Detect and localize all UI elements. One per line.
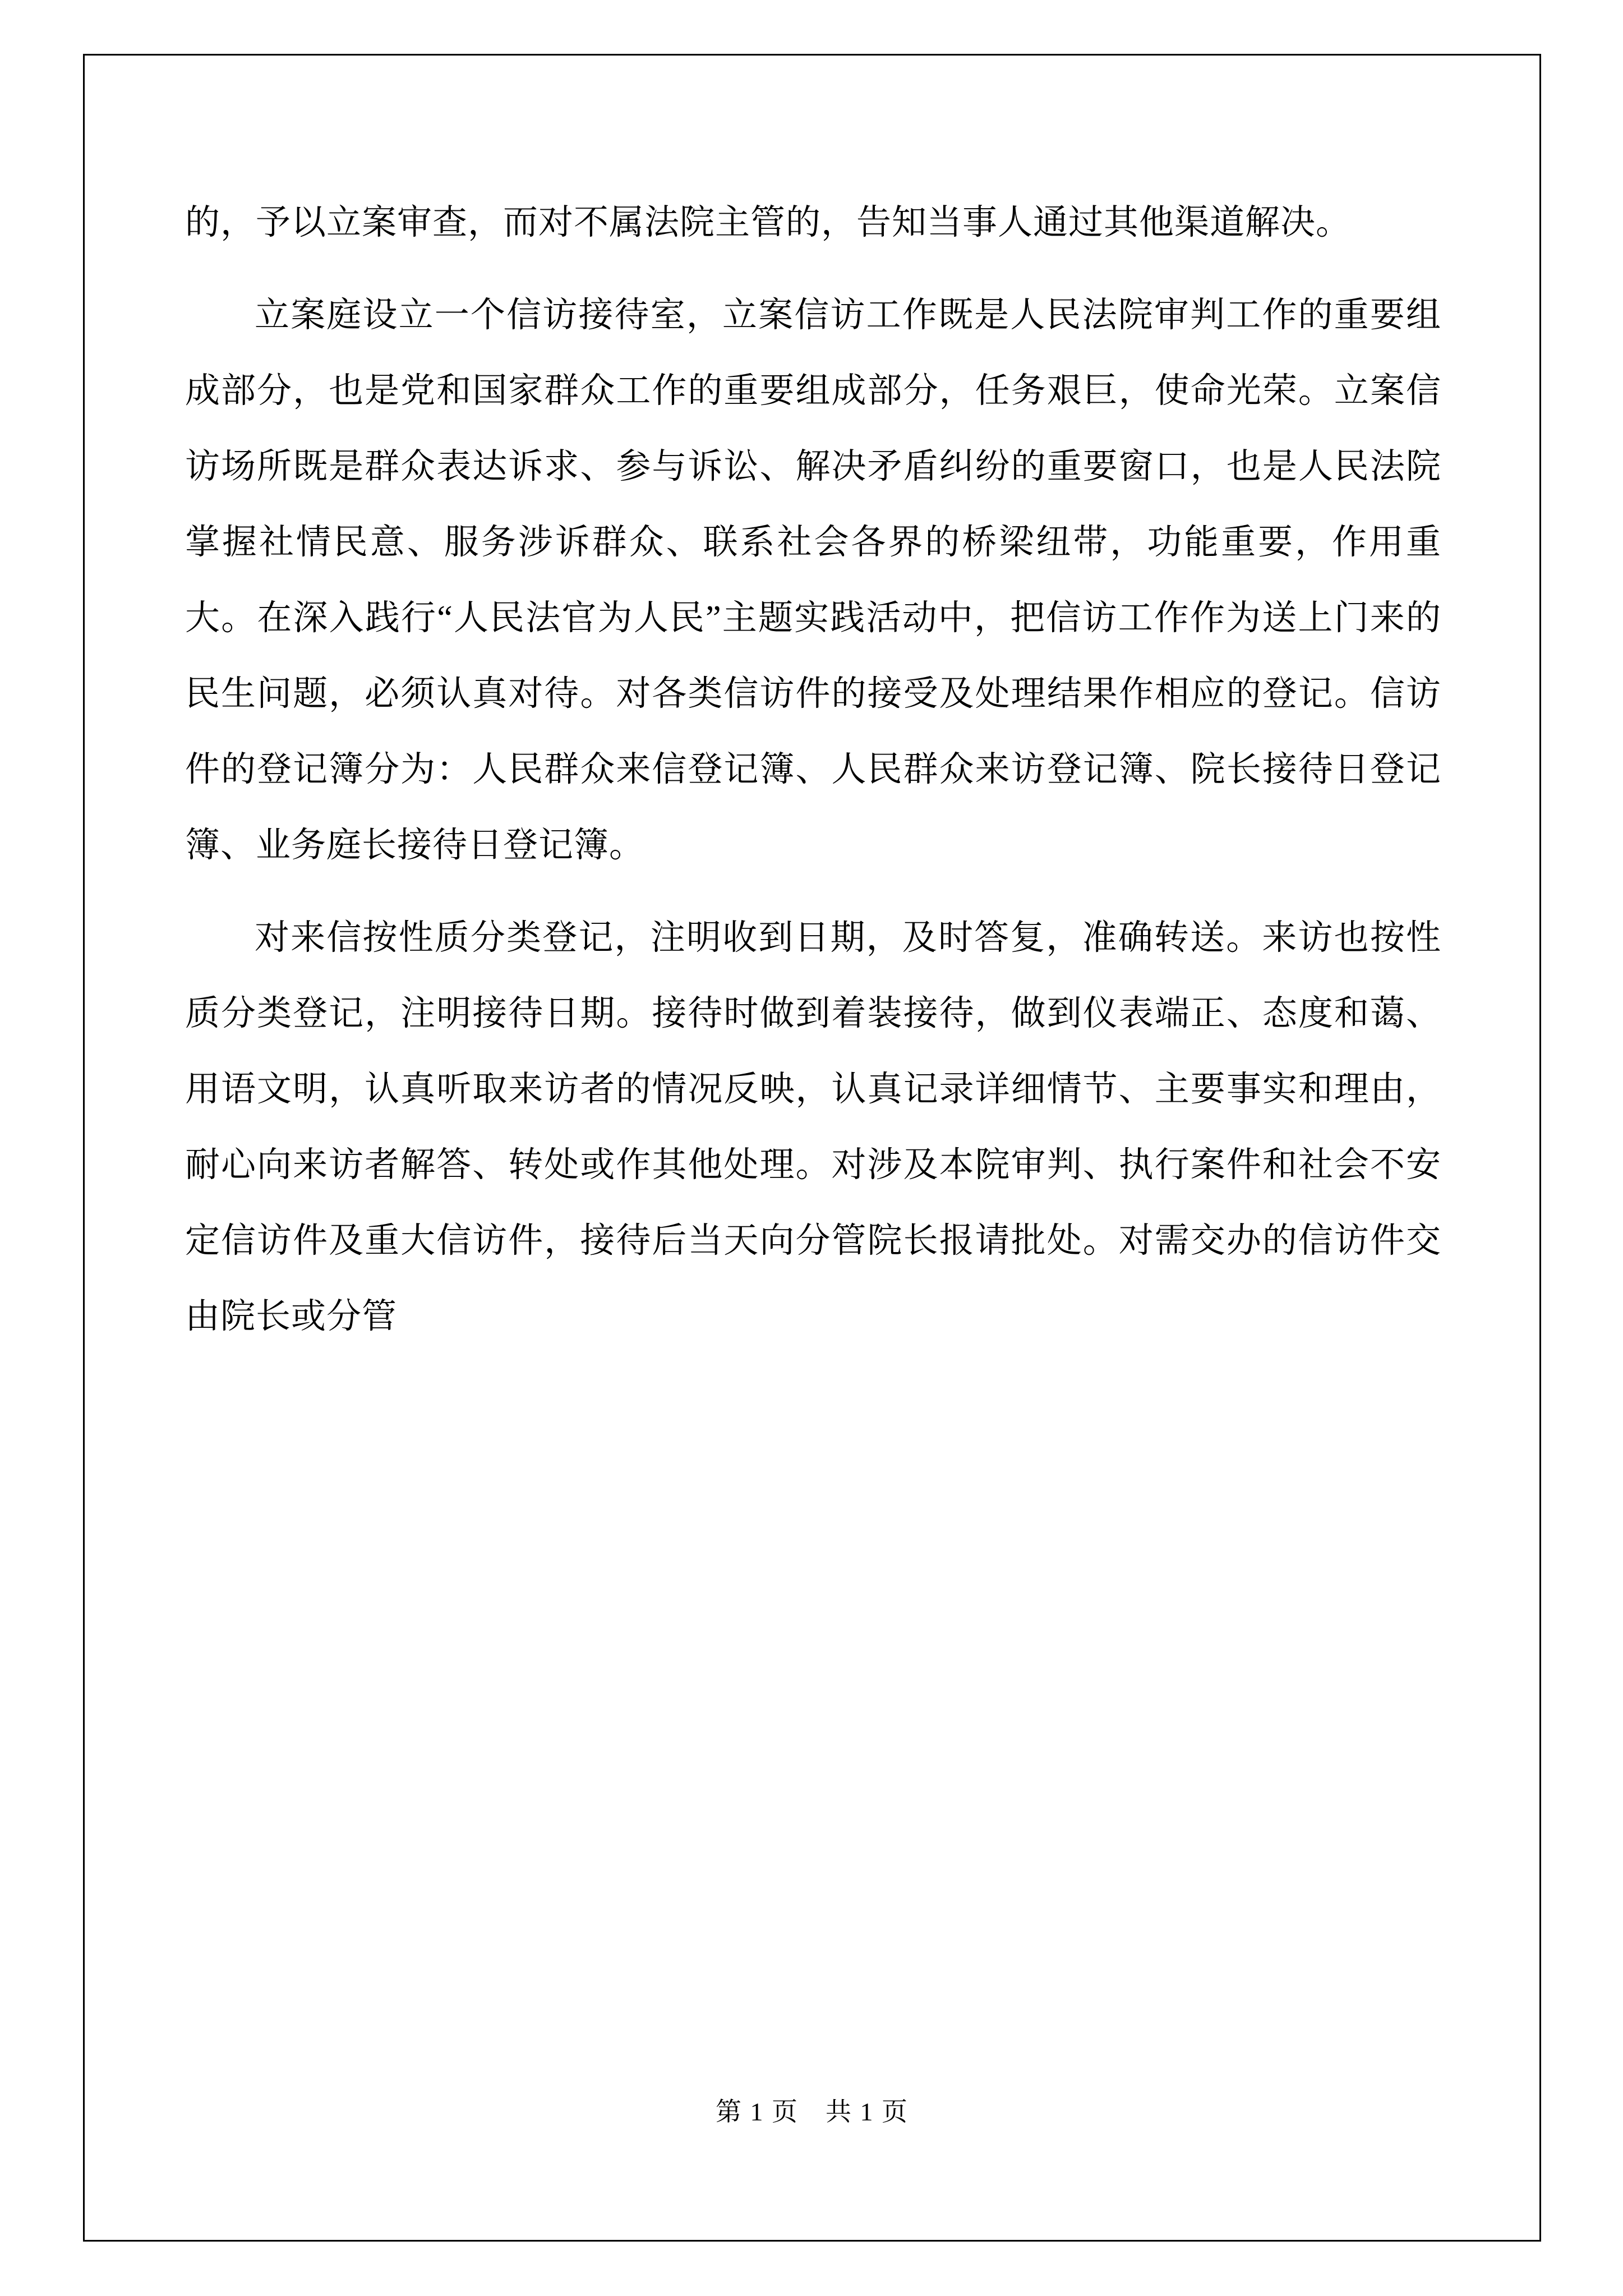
document-body: [185, 185, 1441, 1372]
page-footer: 第 1 页 共 1 页: [716, 2097, 909, 2126]
paragraph: 对来信按性质分类登记，注明收到日期，及时答复，准确转送。来访也按性质分类登记，注明接待日期。接待时做到着装接待，做到仪表端正、态度和蔼、用语文明，认真听取来访者的情况反映，认真记录详细情节、主要事实和理由，耐心向来访者解答、转处或作其他处理。对涉及本院审判、执行案件和社会不安定信访件及重大信访件，接待后当天向分管院长报请批处。对需交办的信访件交由院长或分管: [185, 919, 1441, 1336]
paragraph: 立案庭设立一个信访接待室，立案信访工作既是人民法院审判工作的重要组成部分，也是党和国家群众工作的重要组成部分，任务艰巨，使命光荣。立案信访场所既是群众表达诉求、参与诉讼、解决矛盾纠纷的重要窗口，也是人民法院掌握社情民意、服务涉诉群众、联系社会各界的桥梁纽带，功能重要，作用重大。在深入践行“人民法官为人民”主题实践活动中，把信访工作作为送上门来的民生问题，必须认真对待。对各类信访件的接受及处理结果作相应的登记。信访件的登记簿分为：人民群众来信登记簿、人民群众来访登记簿、院长接待日登记簿、业务庭长接待日登记簿。: [185, 296, 1441, 864]
paragraph: 的，予以立案审查，而对不属法院主管的，告知当事人通过其他渠道解决。: [185, 204, 1352, 242]
